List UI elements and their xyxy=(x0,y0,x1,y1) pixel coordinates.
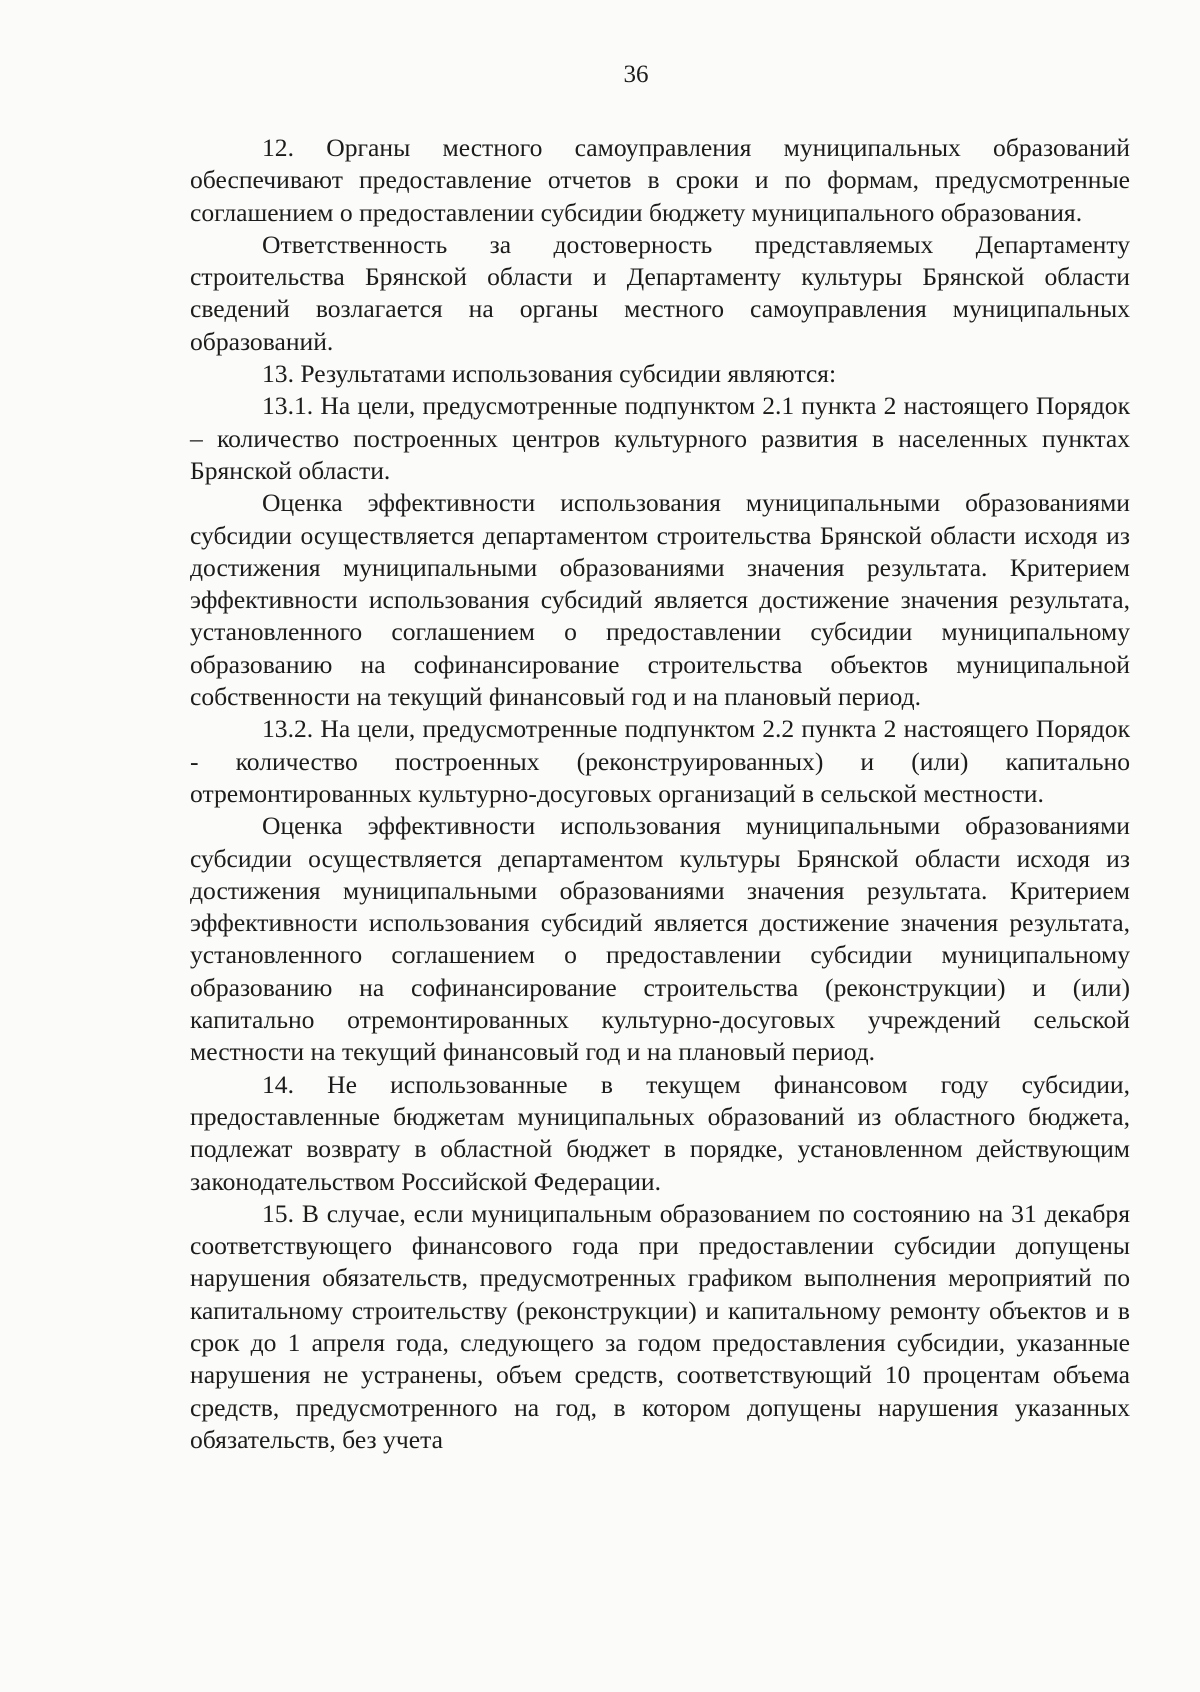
paragraph-13-2-assessment: Оценка эффективности использования муниципальными образованиями субсидии осуществляется департаментом культуры Брянской области исходя из достижения муниципальными образованиями значения результата. Критерием эффективности использования субсидий является достижение значения результата, установленного соглашением о предоставлении субсидии муниципальному образованию на софинансирование строительства (реконструкции) и (или) капитально отремонтированных культурно-досуговых учреждений сельской местности на текущий финансовый год и на плановый период. xyxy=(190,811,1130,1067)
page-number: 36 xyxy=(623,61,649,88)
paragraph-13: 13. Результатами использования субсидии являются: xyxy=(262,359,837,389)
paragraph-14: 14. Не использованные в текущем финансовом году субсидии, предоставленные бюджетам муниципальных образований из областного бюджета, подлежат возврату в областной бюджет в порядке, установленном действующим законодательством Российской Федерации. xyxy=(190,1069,1130,1196)
paragraph-15: 15. В случае, если муниципальным образованием по состоянию на 31 декабря соответствующего финансового года при предоставлении субсидии допущены нарушения обязательств, предусмотренных графиком выполнения мероприятий по капитальному строительству (реконструкции) и капитальному ремонту объектов и в срок до 1 апреля года, следующего за годом предоставления субсидии, указанные нарушения не устранены, объем средств, соответствующий 10 процентам объема средств, предусмотренного на год, в котором допущены нарушения указанных обязательств, без учета xyxy=(190,1198,1130,1454)
document-body xyxy=(190,132,1130,1456)
paragraph-13-1-assessment: Оценка эффективности использования муниципальными образованиями субсидии осуществляется департаментом строительства Брянской области исходя из достижения муниципальными образованиями значения результата. Критерием эффективности использования субсидий является достижение значения результата, установленного соглашением о предоставлении субсидии муниципальному образованию на софинансирование строительства объектов муниципальной собственности на текущий финансовый год и на плановый период. xyxy=(190,488,1130,712)
paragraph-12: 12. Органы местного самоуправления муниципальных образований обеспечивают предоставление отчетов в сроки и по формам, предусмотренные соглашением о предоставлении субсидии бюджету муниципального образования. xyxy=(190,133,1130,227)
paragraph-13-2: 13.2. На цели, предусмотренные подпунктом 2.2 пункта 2 настоящего Порядок - количество построенных (реконструированных) и (или) капитально отремонтированных культурно-досуговых организаций в сельской местности. xyxy=(190,714,1130,808)
paragraph-13-1: 13.1. На цели, предусмотренные подпунктом 2.1 пункта 2 настоящего Порядок – количество построенных центров культурного развития в населенных пунктах Брянской области. xyxy=(190,391,1130,485)
paragraph-responsibility: Ответственность за достоверность представляемых Департаменту строительства Брянской области и Департаменту культуры Брянской области сведений возлагается на органы местного самоуправления муниципальных образований. xyxy=(190,229,1130,356)
